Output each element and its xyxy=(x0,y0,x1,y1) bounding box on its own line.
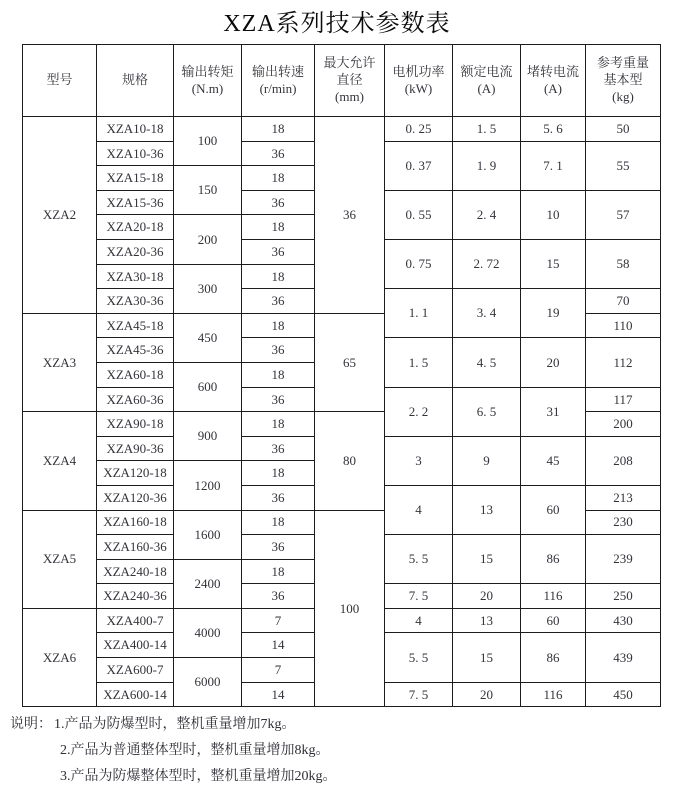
cell-rated-current: 1. 5 xyxy=(453,117,521,142)
cell-power: 0. 75 xyxy=(385,239,453,288)
note-item: 1.产品为防爆型时，整机重量增加7kg。 xyxy=(54,717,296,733)
header-line: (mm) xyxy=(335,88,364,104)
cell-power: 4 xyxy=(385,608,453,633)
cell-locked-current: 45 xyxy=(521,436,586,485)
cell-spec: XZA30-36 xyxy=(97,289,174,314)
cell-speed: 36 xyxy=(242,535,315,560)
note-line-3 xyxy=(10,764,674,790)
cell-locked-current: 15 xyxy=(521,239,586,288)
cell-weight: 450 xyxy=(586,682,661,707)
col-header-locked-current xyxy=(521,45,586,117)
header-line: 直径 xyxy=(336,72,363,88)
cell-speed: 18 xyxy=(242,215,315,240)
cell-rated-current: 15 xyxy=(453,633,521,682)
header-line: 型号 xyxy=(46,72,73,88)
cell-speed: 36 xyxy=(242,436,315,461)
cell-weight: 200 xyxy=(586,412,661,437)
header-line: 基本型 xyxy=(603,72,643,88)
cell-spec: XZA15-36 xyxy=(97,190,174,215)
spec-table xyxy=(22,44,661,707)
cell-power: 7. 5 xyxy=(385,682,453,707)
cell-speed: 14 xyxy=(242,633,315,658)
cell-spec: XZA90-18 xyxy=(97,412,174,437)
cell-rated-current: 3. 4 xyxy=(453,289,521,338)
cell-power: 1. 5 xyxy=(385,338,453,387)
table-body xyxy=(23,117,661,707)
cell-rated-current: 2. 72 xyxy=(453,239,521,288)
cell-spec: XZA600-7 xyxy=(97,658,174,683)
cell-model: XZA4 xyxy=(23,412,97,510)
header-line: (kg) xyxy=(612,88,634,104)
cell-spec: XZA30-18 xyxy=(97,264,174,289)
table-header xyxy=(23,45,661,117)
cell-spec: XZA10-36 xyxy=(97,141,174,166)
cell-spec: XZA240-18 xyxy=(97,559,174,584)
cell-spec: XZA160-36 xyxy=(97,535,174,560)
table-header-row xyxy=(23,45,661,117)
cell-locked-current: 19 xyxy=(521,289,586,338)
cell-rated-current: 13 xyxy=(453,608,521,633)
cell-diameter: 100 xyxy=(315,510,385,707)
cell-spec: XZA400-7 xyxy=(97,608,174,633)
col-header-power xyxy=(385,45,453,117)
cell-diameter: 80 xyxy=(315,412,385,510)
cell-spec: XZA45-36 xyxy=(97,338,174,363)
cell-locked-current: 7. 1 xyxy=(521,141,586,190)
col-header-torque xyxy=(174,45,242,117)
cell-speed: 18 xyxy=(242,264,315,289)
cell-power: 2. 2 xyxy=(385,387,453,436)
cell-torque: 200 xyxy=(174,215,242,264)
cell-torque: 100 xyxy=(174,117,242,166)
header-line: 额定电流 xyxy=(460,63,513,79)
header-line: 参考重量 xyxy=(596,55,649,71)
table-row xyxy=(23,117,661,142)
cell-weight: 117 xyxy=(586,387,661,412)
cell-power: 5. 5 xyxy=(385,535,453,584)
cell-rated-current: 1. 9 xyxy=(453,141,521,190)
cell-power: 0. 55 xyxy=(385,190,453,239)
cell-speed: 18 xyxy=(242,117,315,142)
cell-weight: 50 xyxy=(586,117,661,142)
cell-spec: XZA10-18 xyxy=(97,117,174,142)
cell-speed: 18 xyxy=(242,362,315,387)
cell-locked-current: 86 xyxy=(521,535,586,584)
cell-torque: 150 xyxy=(174,166,242,215)
cell-spec: XZA20-36 xyxy=(97,239,174,264)
cell-speed: 18 xyxy=(242,313,315,338)
header-line: 最大允许 xyxy=(323,55,376,71)
cell-spec: XZA45-18 xyxy=(97,313,174,338)
cell-spec: XZA20-18 xyxy=(97,215,174,240)
note-item: 3.产品为防爆整体型时，整机重量增加20kg。 xyxy=(60,769,337,785)
cell-speed: 18 xyxy=(242,412,315,437)
cell-weight: 70 xyxy=(586,289,661,314)
cell-diameter: 36 xyxy=(315,117,385,314)
header-line: 输出转矩 xyxy=(181,63,234,79)
cell-power: 1. 1 xyxy=(385,289,453,338)
cell-speed: 36 xyxy=(242,387,315,412)
cell-weight: 58 xyxy=(586,239,661,288)
cell-torque: 450 xyxy=(174,313,242,362)
header-line: (N.m) xyxy=(191,80,224,96)
cell-spec: XZA600-14 xyxy=(97,682,174,707)
cell-power: 7. 5 xyxy=(385,584,453,609)
cell-spec: XZA90-36 xyxy=(97,436,174,461)
cell-speed: 36 xyxy=(242,239,315,264)
cell-weight: 112 xyxy=(586,338,661,387)
cell-locked-current: 86 xyxy=(521,633,586,682)
cell-locked-current: 60 xyxy=(521,608,586,633)
cell-power: 0. 37 xyxy=(385,141,453,190)
header-line: 输出转速 xyxy=(251,63,304,79)
cell-rated-current: 20 xyxy=(453,682,521,707)
cell-spec: XZA240-36 xyxy=(97,584,174,609)
col-header-model xyxy=(23,45,97,117)
cell-weight: 55 xyxy=(586,141,661,190)
header-line: (A) xyxy=(477,80,496,96)
cell-weight: 250 xyxy=(586,584,661,609)
cell-speed: 7 xyxy=(242,658,315,683)
cell-spec: XZA60-18 xyxy=(97,362,174,387)
cell-rated-current: 4. 5 xyxy=(453,338,521,387)
header-line: 堵转电流 xyxy=(526,63,579,79)
cell-torque: 1200 xyxy=(174,461,242,510)
cell-speed: 36 xyxy=(242,485,315,510)
cell-torque: 600 xyxy=(174,362,242,411)
col-header-weight xyxy=(586,45,661,117)
cell-model: XZA5 xyxy=(23,510,97,608)
cell-speed: 36 xyxy=(242,289,315,314)
cell-power: 4 xyxy=(385,485,453,534)
cell-spec: XZA60-36 xyxy=(97,387,174,412)
cell-locked-current: 10 xyxy=(521,190,586,239)
page-title: XZA系列技术参数表 xyxy=(223,11,451,37)
cell-rated-current: 9 xyxy=(453,436,521,485)
cell-speed: 7 xyxy=(242,608,315,633)
cell-speed: 18 xyxy=(242,559,315,584)
cell-model: XZA6 xyxy=(23,608,97,706)
header-line: 规格 xyxy=(121,72,148,88)
cell-model: XZA2 xyxy=(23,117,97,314)
cell-speed: 36 xyxy=(242,584,315,609)
cell-diameter: 65 xyxy=(315,313,385,411)
header-line: (A) xyxy=(543,80,563,96)
cell-weight: 439 xyxy=(586,633,661,682)
cell-spec: XZA15-18 xyxy=(97,166,174,191)
cell-power: 3 xyxy=(385,436,453,485)
cell-weight: 208 xyxy=(586,436,661,485)
cell-torque: 6000 xyxy=(174,658,242,707)
cell-weight: 110 xyxy=(586,313,661,338)
cell-rated-current: 15 xyxy=(453,535,521,584)
note-line-2 xyxy=(10,738,674,764)
cell-locked-current: 60 xyxy=(521,485,586,534)
cell-locked-current: 116 xyxy=(521,584,586,609)
cell-rated-current: 6. 5 xyxy=(453,387,521,436)
cell-torque: 1600 xyxy=(174,510,242,559)
notes-label: 说明： xyxy=(10,717,52,733)
cell-weight: 230 xyxy=(586,510,661,535)
cell-weight: 239 xyxy=(586,535,661,584)
cell-locked-current: 5. 6 xyxy=(521,117,586,142)
cell-spec: XZA120-36 xyxy=(97,485,174,510)
cell-torque: 4000 xyxy=(174,608,242,657)
note-line-1 xyxy=(10,712,674,738)
cell-speed: 36 xyxy=(242,190,315,215)
cell-speed: 18 xyxy=(242,166,315,191)
note-item: 2.产品为普通整体型时，整机重量增加8kg。 xyxy=(60,743,330,759)
cell-weight: 57 xyxy=(586,190,661,239)
cell-rated-current: 2. 4 xyxy=(453,190,521,239)
cell-weight: 430 xyxy=(586,608,661,633)
cell-spec: XZA160-18 xyxy=(97,510,174,535)
cell-torque: 900 xyxy=(174,412,242,461)
notes-section xyxy=(10,712,674,790)
cell-speed: 36 xyxy=(242,141,315,166)
cell-locked-current: 20 xyxy=(521,338,586,387)
cell-speed: 18 xyxy=(242,461,315,486)
cell-speed: 36 xyxy=(242,338,315,363)
col-header-spec xyxy=(97,45,174,117)
header-line: (kW) xyxy=(404,80,433,96)
col-header-rated-current xyxy=(453,45,521,117)
cell-torque: 2400 xyxy=(174,559,242,608)
cell-power: 0. 25 xyxy=(385,117,453,142)
col-header-speed xyxy=(242,45,315,117)
cell-spec: XZA120-18 xyxy=(97,461,174,486)
cell-power: 5. 5 xyxy=(385,633,453,682)
cell-rated-current: 20 xyxy=(453,584,521,609)
cell-model: XZA3 xyxy=(23,313,97,411)
cell-locked-current: 116 xyxy=(521,682,586,707)
col-header-diameter xyxy=(315,45,385,117)
cell-speed: 18 xyxy=(242,510,315,535)
header-line: 电机功率 xyxy=(392,63,445,79)
cell-spec: XZA400-14 xyxy=(97,633,174,658)
cell-torque: 300 xyxy=(174,264,242,313)
cell-rated-current: 13 xyxy=(453,485,521,534)
header-line: (r/min) xyxy=(259,80,297,96)
cell-weight: 213 xyxy=(586,485,661,510)
cell-locked-current: 31 xyxy=(521,387,586,436)
cell-speed: 14 xyxy=(242,682,315,707)
